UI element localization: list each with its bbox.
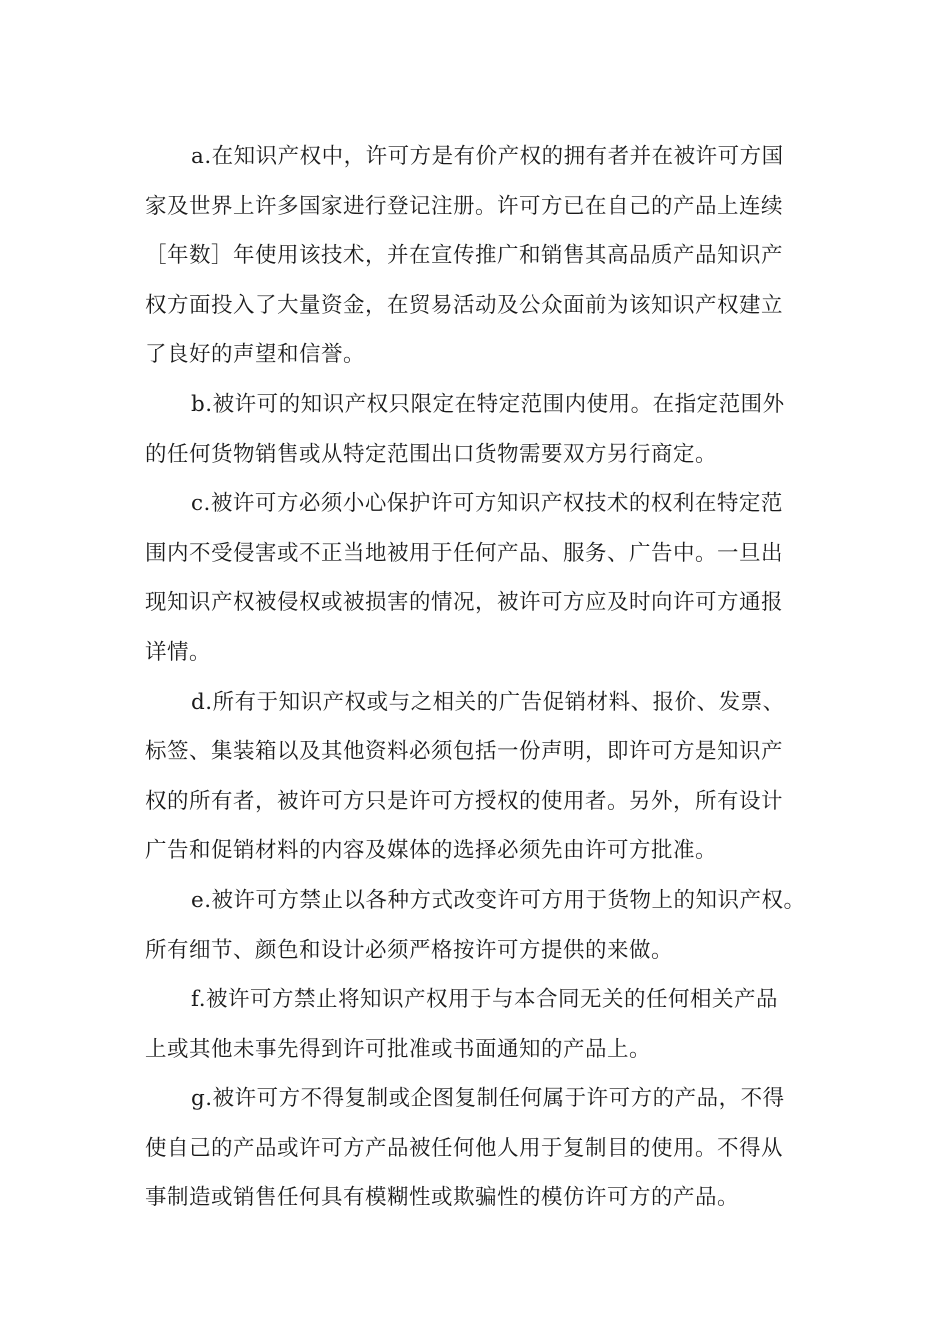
text-line: 事制造或销售任何具有模糊性或欺骗性的模仿许可方的产品。 xyxy=(145,1185,740,1211)
paragraph-e xyxy=(145,876,809,975)
text-line: 广告和促销材料的内容及媒体的选择必须先由许可方批准。 xyxy=(145,838,718,864)
text-line: 详情。 xyxy=(145,639,212,665)
paragraph-b xyxy=(145,380,809,479)
text-line: 现知识产权被侵权或被损害的情况，被许可方应及时向许可方通报 xyxy=(145,590,784,616)
text-line: 了良好的声望和信誉。 xyxy=(145,342,366,368)
text-line: 所有细节、颜色和设计必须严格按许可方提供的来做。 xyxy=(145,937,674,963)
text-line: e.被许可方禁止以各种方式改变许可方用于货物上的知识产权。 xyxy=(191,887,806,913)
text-line: ［年数］年使用该技术，并在宣传推广和销售其高品质产品知识产 xyxy=(145,243,784,269)
text-line: 围内不受侵害或不正当地被用于任何产品、服务、广告中。一旦出 xyxy=(145,540,784,566)
text-line: 权的所有者，被许可方只是许可方授权的使用者。另外，所有设计 xyxy=(145,788,784,814)
text-line: b.被许可的知识产权只限定在特定范围内使用。在指定范围外 xyxy=(191,391,785,417)
text-line: 权方面投入了大量资金，在贸易活动及公众面前为该知识产权建立 xyxy=(145,292,784,318)
paragraph-g xyxy=(145,1074,809,1223)
text-line: 的任何货物销售或从特定范围出口货物需要双方另行商定。 xyxy=(145,441,718,467)
text-line: d.所有于知识产权或与之相关的广告促销材料、报价、发票、 xyxy=(191,689,785,715)
document-body xyxy=(145,132,809,1223)
paragraph-a xyxy=(145,132,809,380)
text-line: 使自己的产品或许可方产品被任何他人用于复制目的使用。不得从 xyxy=(145,1135,784,1161)
text-line: 上或其他未事先得到许可批准或书面通知的产品上。 xyxy=(145,1036,652,1062)
text-line: f.被许可方禁止将知识产权用于与本合同无关的任何相关产品 xyxy=(191,987,779,1013)
paragraph-d xyxy=(145,678,809,876)
paragraph-f xyxy=(145,975,809,1074)
text-line: c.被许可方必须小心保护许可方知识产权技术的权利在特定范 xyxy=(191,491,783,517)
text-line: a.在知识产权中，许可方是有价产权的拥有者并在被许可方国 xyxy=(191,144,784,169)
text-line: 家及世界上许多国家进行登记注册。许可方已在自己的产品上连续 xyxy=(145,193,784,219)
text-line: 标签、集装箱以及其他资料必须包括一份声明，即许可方是知识产 xyxy=(145,739,784,765)
paragraph-c xyxy=(145,479,809,677)
text-line: g.被许可方不得复制或企图复制任何属于许可方的产品，不得 xyxy=(191,1086,785,1112)
